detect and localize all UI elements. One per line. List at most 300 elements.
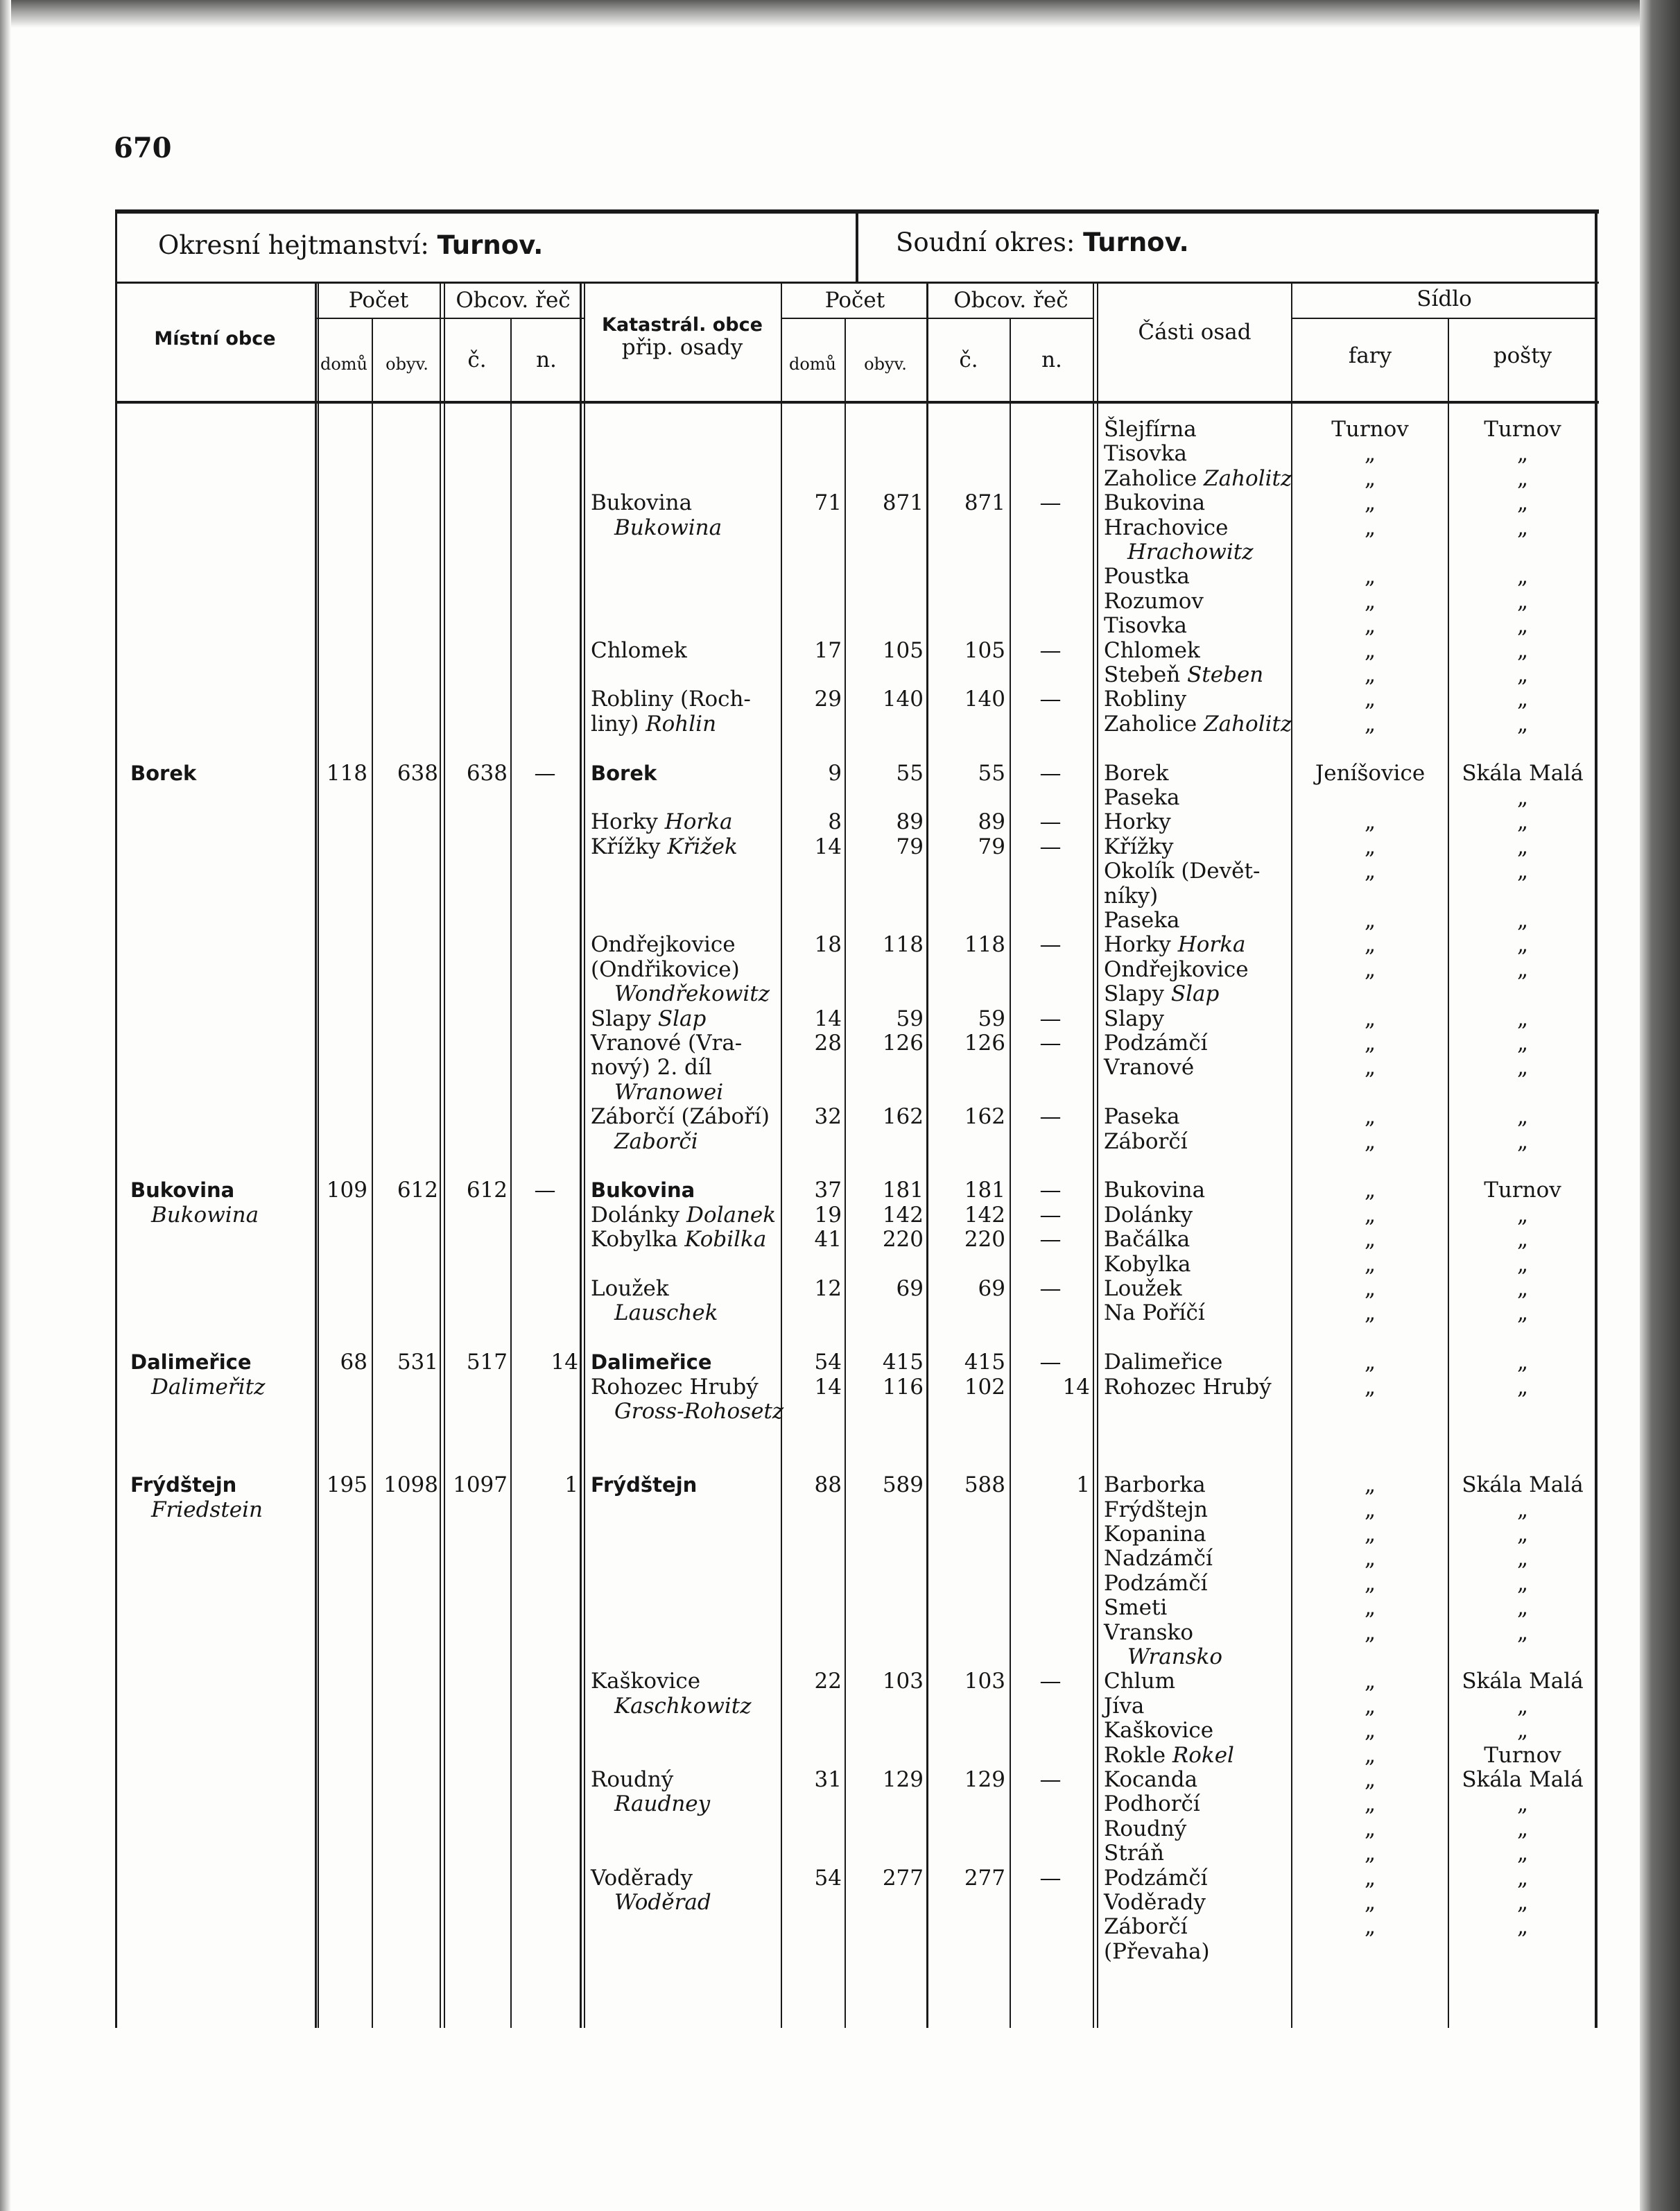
cadastral-name	[591, 1375, 759, 1399]
cadastral-name-text: Ondřejkovice	[591, 932, 736, 957]
settlement-part	[1104, 933, 1245, 956]
seat-post: „	[1516, 1522, 1529, 1547]
cadastral-czech: 129	[964, 1767, 1005, 1792]
seat-parish: „	[1364, 1669, 1376, 1694]
cadastral-german-speakers: 14	[1062, 1375, 1090, 1400]
settlement-part-text: Stráň	[1104, 1841, 1164, 1866]
seat-post: „	[1516, 1276, 1529, 1301]
settlement-part-german: Horka	[1177, 932, 1246, 957]
seat-parish: „	[1364, 1694, 1376, 1719]
cadastral-houses: 32	[814, 1104, 842, 1129]
seat-post: „	[1516, 1300, 1529, 1325]
seat-post: Turnov	[1484, 1743, 1561, 1768]
seat-post: „	[1516, 1375, 1529, 1400]
settlement-part-text: Roudný	[1104, 1816, 1187, 1841]
hdr-sub-rule-left	[316, 318, 584, 319]
settlement-part	[1104, 1940, 1210, 1963]
settlement-part	[1127, 1645, 1222, 1669]
settlement-part	[1127, 540, 1254, 564]
cadastral-name-text: Chlomek	[591, 638, 687, 663]
settlement-part	[1104, 835, 1174, 859]
cadastral-name-german: Slap	[657, 1006, 707, 1031]
cadastral-inhabitants: 181	[882, 1178, 924, 1203]
cadastral-name	[614, 1301, 718, 1325]
cadastral-name	[591, 1228, 766, 1251]
seat-post: „	[1516, 564, 1529, 589]
seat-post: „	[1516, 1129, 1529, 1154]
cadastral-name-text: Dolánky	[591, 1203, 680, 1228]
hdr-lang-right: Obcov. řeč	[953, 288, 1068, 313]
cadastral-name-text: Slapy	[591, 1006, 651, 1031]
seat-post: „	[1516, 1104, 1529, 1129]
settlement-part-text: Chlomek	[1104, 638, 1200, 663]
municipality-czech: 1097	[453, 1472, 508, 1497]
cadastral-inhabitants: 103	[882, 1669, 924, 1694]
seat-parish: „	[1364, 1791, 1376, 1816]
settlement-part-text: Vranové	[1104, 1055, 1195, 1080]
cadastral-czech: 103	[964, 1669, 1005, 1694]
cadastral-german-speakers: —	[1039, 1767, 1062, 1792]
settlement-part-text: Smeti	[1104, 1595, 1168, 1620]
settlement-part	[1104, 442, 1187, 465]
seat-post: „	[1516, 1252, 1529, 1277]
hdr-cadastral-1: Katastrál. obce	[602, 314, 763, 336]
cadastral-inhabitants: 126	[882, 1031, 924, 1056]
cadastral-inhabitants: 129	[882, 1767, 924, 1792]
seat-parish: „	[1364, 1472, 1376, 1497]
cadastral-name	[591, 1203, 776, 1227]
seat-parish: „	[1364, 564, 1376, 589]
cadastral-name-german: Kaschkowitz	[614, 1694, 752, 1719]
settlement-part	[1104, 884, 1158, 908]
cadastral-german-speakers: 1	[1076, 1472, 1090, 1497]
seat-parish: „	[1364, 859, 1376, 884]
settlement-part-text: Rozumov	[1104, 589, 1204, 614]
seat-post: „	[1516, 1546, 1529, 1571]
cadastral-name	[614, 1792, 710, 1816]
cadastral-german-speakers: —	[1039, 1031, 1062, 1056]
cadastral-czech: 162	[964, 1104, 1005, 1129]
cadastral-name-german: Dolanek	[686, 1203, 777, 1228]
settlement-part-text: Ondřejkovice	[1104, 957, 1249, 982]
cadastral-german-speakers: —	[1039, 1350, 1062, 1375]
settlement-part	[1104, 1621, 1193, 1644]
settlement-part-text: Zaholice	[1104, 712, 1197, 737]
cadastral-name	[614, 1891, 711, 1914]
settlement-part-text: Dalimeřice	[1104, 1350, 1223, 1375]
hdr-count-right: Počet	[824, 288, 885, 313]
cadastral-inhabitants: 118	[882, 932, 924, 957]
seat-parish: „	[1364, 1767, 1376, 1792]
cadastral-name	[614, 1081, 723, 1104]
seat-parish: „	[1364, 1276, 1376, 1301]
settlement-part-text: Podzámčí	[1104, 1571, 1208, 1596]
cadastral-german-speakers: —	[1039, 638, 1062, 663]
municipality-german: Bukowina	[151, 1203, 259, 1228]
seat-post: Turnov	[1484, 1178, 1561, 1203]
scan-shadow-right	[1640, 0, 1680, 2211]
settlement-part-text: Kocanda	[1104, 1767, 1198, 1792]
settlement-part	[1104, 491, 1205, 515]
cadastral-name	[591, 1056, 712, 1079]
cadastral-name-text: Dalimeřice	[591, 1350, 712, 1374]
settlement-part-text: Podzámčí	[1104, 1866, 1208, 1891]
settlement-part	[1104, 663, 1263, 687]
cadastral-houses: 31	[814, 1767, 842, 1792]
settlement-part	[1104, 1253, 1191, 1276]
cadastral-inhabitants: 59	[896, 1006, 924, 1031]
hdr-parts: Části osad	[1138, 320, 1252, 345]
cadastral-czech: 871	[964, 490, 1005, 515]
seat-parish: „	[1364, 1300, 1376, 1325]
cadastral-name	[591, 1473, 697, 1497]
settlement-part-text: Kaškovice	[1104, 1718, 1214, 1743]
cadastral-german-speakers: —	[1039, 1178, 1062, 1203]
cadastral-name	[591, 958, 740, 981]
settlement-part-text: Vransko	[1104, 1620, 1194, 1645]
seat-post: „	[1516, 466, 1529, 491]
hdr-de-left: n.	[536, 347, 557, 372]
settlement-part-text: Loužek	[1104, 1276, 1182, 1301]
cadastral-name	[591, 1007, 706, 1031]
municipality-czech: 638	[466, 761, 508, 786]
seat-post: „	[1516, 1006, 1529, 1031]
seat-parish: „	[1364, 589, 1376, 614]
cadastral-houses: 71	[814, 490, 842, 515]
hdr-municipality: Místní obce	[154, 328, 276, 350]
settlement-part	[1104, 1105, 1179, 1128]
settlement-part	[1104, 958, 1249, 981]
cadastral-inhabitants: 79	[896, 834, 924, 859]
cadastral-czech: 69	[978, 1276, 1005, 1301]
settlement-part	[1104, 1891, 1206, 1914]
cadastral-inhabitants: 589	[882, 1472, 924, 1497]
seat-parish: „	[1364, 908, 1376, 933]
cadastral-inhabitants: 69	[896, 1276, 924, 1301]
seat-post: „	[1516, 1791, 1529, 1816]
cadastral-inhabitants: 142	[882, 1203, 924, 1228]
scan-shadow-top	[0, 0, 1680, 28]
settlement-part	[1104, 1596, 1167, 1619]
seat-post: „	[1516, 932, 1529, 957]
cadastral-houses: 29	[814, 687, 842, 712]
settlement-part-text: níky)	[1104, 884, 1159, 909]
cadastral-german-speakers: —	[1039, 490, 1062, 515]
cadastral-czech: 277	[964, 1866, 1005, 1891]
cadastral-name-german: Křižek	[667, 834, 738, 859]
settlement-part-text: Chlum	[1104, 1669, 1175, 1694]
settlement-part	[1104, 1178, 1205, 1202]
cadastral-german-speakers: —	[1039, 932, 1062, 957]
settlement-part-text: (Převaha)	[1104, 1939, 1210, 1964]
seat-post: „	[1516, 687, 1529, 712]
seat-parish: „	[1364, 1203, 1376, 1228]
seat-post: „	[1516, 515, 1529, 540]
cadastral-houses: 54	[814, 1866, 842, 1891]
cadastral-czech: 89	[978, 809, 1005, 834]
settlement-part	[1104, 1841, 1164, 1865]
hdr-count-left: Počet	[348, 288, 409, 313]
cadastral-german-speakers: —	[1039, 809, 1062, 834]
cadastral-name	[591, 1031, 742, 1055]
cadastral-german-speakers: —	[1039, 1203, 1062, 1228]
court-title: Soudní okres: Turnov.	[896, 227, 1189, 257]
settlement-part-text: Podzámčí	[1104, 1031, 1208, 1056]
seat-parish: „	[1364, 1129, 1376, 1154]
cadastral-czech: 118	[964, 932, 1005, 957]
settlement-part	[1104, 1031, 1208, 1055]
municipality-name: Borek	[130, 762, 197, 785]
cadastral-houses: 54	[814, 1350, 842, 1375]
cadastral-czech: 588	[964, 1472, 1005, 1497]
settlement-part	[1104, 639, 1200, 662]
settlement-part	[1104, 1694, 1144, 1718]
cadastral-name-text: Loužek	[591, 1276, 669, 1301]
seat-parish: „	[1364, 1104, 1376, 1129]
hdr-seat: Sídlo	[1417, 286, 1472, 311]
settlement-part-text: Tisovka	[1104, 613, 1187, 638]
cadastral-czech: 140	[964, 687, 1005, 712]
seat-post: Skála Malá	[1462, 1472, 1584, 1497]
settlement-part	[1104, 1375, 1272, 1399]
settlement-part-text: Slapy	[1104, 1006, 1164, 1031]
cadastral-name-text: Záborčí (Záboří)	[591, 1104, 770, 1129]
seat-parish: „	[1364, 662, 1376, 687]
cadastral-name-text: (Ondřikovice)	[591, 957, 740, 982]
cadastral-name-german: Bukowina	[614, 515, 722, 540]
cadastral-name	[614, 1694, 752, 1718]
seat-post: „	[1516, 1914, 1529, 1939]
settlement-part-german: Zaholitz	[1204, 712, 1292, 737]
settlement-part-text: Voděrady	[1104, 1890, 1206, 1915]
settlement-part-text: Okolík (Devět-	[1104, 859, 1261, 884]
settlement-part	[1104, 614, 1187, 637]
settlement-part-german: Hrachowitz	[1127, 540, 1254, 565]
settlement-part-text: Paseka	[1104, 1104, 1180, 1129]
municipality-german: Dalimeřitz	[151, 1375, 266, 1400]
seat-parish: „	[1364, 466, 1376, 491]
cadastral-houses: 22	[814, 1669, 842, 1694]
cadastral-houses: 8	[828, 809, 842, 834]
seat-post: „	[1516, 662, 1529, 687]
seat-post: Skála Malá	[1462, 761, 1584, 786]
seat-parish: „	[1364, 1227, 1376, 1252]
cadastral-name	[591, 1350, 712, 1374]
hdr-sub-rule-seat	[1292, 318, 1596, 319]
seat-parish: „	[1364, 1350, 1376, 1375]
seat-post: „	[1516, 1497, 1529, 1522]
settlement-part-text: Bačálka	[1104, 1227, 1190, 1252]
municipality-german-speakers: —	[534, 1178, 556, 1203]
seat-parish: „	[1364, 1178, 1376, 1203]
settlement-part-text: Záborčí	[1104, 1914, 1188, 1939]
settlement-part-text: Horky	[1104, 932, 1171, 957]
seat-post: „	[1516, 1203, 1529, 1228]
seat-post: „	[1516, 908, 1529, 933]
municipality-german-speakers: —	[534, 761, 556, 786]
cadastral-name-text: Robliny (Roch-	[591, 687, 751, 712]
cadastral-name	[591, 1277, 669, 1300]
settlement-part	[1104, 1007, 1164, 1031]
seat-parish: „	[1364, 1031, 1376, 1056]
cadastral-name-german: Kobilka	[684, 1227, 767, 1252]
seat-parish: „	[1364, 687, 1376, 712]
cadastral-houses: 41	[814, 1227, 842, 1252]
settlement-part	[1104, 1866, 1208, 1890]
settlement-part	[1104, 1203, 1193, 1227]
settlement-part	[1104, 590, 1204, 613]
settlement-part-text: Kopanina	[1104, 1522, 1206, 1547]
seat-post: „	[1516, 1031, 1529, 1056]
seat-parish: „	[1364, 1055, 1376, 1080]
settlement-part	[1104, 1350, 1222, 1374]
seat-post: „	[1516, 613, 1529, 638]
settlement-part-text: Frýdštejn	[1104, 1497, 1208, 1522]
cadastral-name-german: Woděrad	[614, 1890, 711, 1915]
settlement-part	[1104, 982, 1219, 1006]
seat-post: „	[1516, 1227, 1529, 1252]
cadastral-inhabitants: 277	[882, 1866, 924, 1891]
municipality-inhabitants: 531	[397, 1350, 438, 1375]
seat-post: „	[1516, 1620, 1529, 1645]
cadastral-name-text: Voděrady	[591, 1866, 693, 1891]
cadastral-houses: 28	[814, 1031, 842, 1056]
cadastral-name-text: nový) 2. díl	[591, 1055, 712, 1080]
cadastral-name	[614, 516, 722, 540]
cadastral-name-text: liny)	[591, 712, 639, 737]
cadastral-name	[591, 1768, 673, 1791]
settlement-part	[1104, 1522, 1206, 1546]
cadastral-name	[614, 1130, 698, 1153]
hdr-sub-rule-right	[782, 318, 1094, 319]
cadastral-name	[591, 687, 751, 711]
statistical-table	[115, 209, 1599, 2028]
cadastral-czech: 105	[964, 638, 1005, 663]
seat-post: „	[1516, 1694, 1529, 1719]
settlement-part	[1104, 909, 1179, 932]
seat-parish: „	[1364, 1546, 1376, 1571]
cadastral-name	[591, 1866, 693, 1890]
settlement-part-german: Slap	[1170, 981, 1220, 1006]
hdr-cz-right: č.	[959, 347, 978, 372]
settlement-part-text: Nadzámčí	[1104, 1546, 1213, 1571]
cadastral-houses: 37	[814, 1178, 842, 1203]
hdr-inh-right: obyv.	[864, 354, 907, 374]
settlement-part-text: Podhorčí	[1104, 1791, 1200, 1816]
settlement-part	[1104, 810, 1171, 834]
settlement-part	[1104, 1669, 1175, 1693]
seat-post: „	[1516, 1055, 1529, 1080]
municipality-name: Bukovina	[130, 1178, 235, 1202]
settlement-part	[1104, 1473, 1206, 1497]
cadastral-name-german: Raudney	[614, 1791, 711, 1816]
settlement-part	[1104, 565, 1190, 588]
settlement-part-text: Robliny	[1104, 687, 1187, 712]
cadastral-german-speakers: —	[1039, 1866, 1062, 1891]
table-body	[115, 418, 1599, 2020]
cadastral-name	[591, 1178, 695, 1202]
cadastral-inhabitants: 220	[882, 1227, 924, 1252]
seat-post: Skála Malá	[1462, 1767, 1584, 1792]
seat-parish: „	[1364, 809, 1376, 834]
settlement-part-german: Wransko	[1127, 1644, 1223, 1669]
cadastral-german-speakers: —	[1039, 1669, 1062, 1694]
cadastral-czech: 59	[978, 1006, 1005, 1031]
cadastral-name-text: Bukovina	[591, 1178, 695, 1202]
settlement-part-text: Tisovka	[1104, 441, 1187, 466]
municipality-inhabitants: 612	[397, 1178, 438, 1203]
settlement-part-text: Stebeň	[1104, 662, 1181, 687]
settlement-part-text: Bukovina	[1104, 490, 1206, 515]
municipality-name: Dalimeřice	[130, 1350, 252, 1374]
settlement-part	[1104, 1817, 1186, 1841]
cadastral-name-text: Kobylka	[591, 1227, 678, 1252]
cadastral-czech: 102	[964, 1375, 1005, 1400]
settlement-part-text: Rohozec Hrubý	[1104, 1375, 1272, 1400]
seat-parish: „	[1364, 1718, 1376, 1743]
cadastral-inhabitants: 871	[882, 490, 924, 515]
seat-post: Turnov	[1484, 417, 1561, 442]
settlement-part	[1104, 1768, 1197, 1791]
cadastral-name-german: Lauschek	[614, 1300, 718, 1325]
settlement-part-text: Hrachovice	[1104, 515, 1229, 540]
cadastral-name-german: Horka	[664, 809, 733, 834]
seat-parish: „	[1364, 932, 1376, 957]
hdr-houses-left: domů	[320, 354, 368, 374]
municipality-german-speakers: 1	[564, 1472, 578, 1497]
settlement-part	[1104, 1915, 1188, 1938]
seat-parish: „	[1364, 1252, 1376, 1277]
hdr-houses-right: domů	[788, 354, 837, 374]
seat-post: „	[1516, 589, 1529, 614]
cadastral-inhabitants: 89	[896, 809, 924, 834]
seat-post: „	[1516, 441, 1529, 466]
title-divider	[856, 214, 858, 282]
seat-post: „	[1516, 1890, 1529, 1915]
cadastral-name-text: Vranové (Vra-	[591, 1031, 743, 1056]
cadastral-name-text: Borek	[591, 762, 657, 785]
cadastral-name-text: Křížky	[591, 834, 661, 859]
hdr-parish: fary	[1348, 343, 1392, 368]
settlement-part-text: Křížky	[1104, 834, 1174, 859]
settlement-part-text: Borek	[1104, 761, 1169, 786]
seat-post: „	[1516, 1595, 1529, 1620]
settlement-part-text: Paseka	[1104, 908, 1180, 933]
cadastral-czech: 55	[978, 761, 1005, 786]
seat-parish: „	[1364, 490, 1376, 515]
seat-parish: „	[1364, 1841, 1376, 1866]
cadastral-name-text: Bukovina	[591, 490, 693, 515]
cadastral-czech: 79	[978, 834, 1005, 859]
municipality-german: Friedstein	[151, 1497, 263, 1522]
seat-parish: „	[1364, 1375, 1376, 1400]
seat-parish: „	[1364, 638, 1376, 663]
settlement-part	[1104, 1130, 1188, 1153]
settlement-part	[1104, 1277, 1182, 1300]
seat-post: „	[1516, 1718, 1529, 1743]
settlement-part-german: Rokel	[1172, 1743, 1234, 1768]
hdr-post: pošty	[1493, 343, 1552, 368]
cadastral-german-speakers: —	[1039, 1227, 1062, 1252]
settlement-part-text: Poustka	[1104, 564, 1190, 589]
municipality-german-speakers: 14	[551, 1350, 578, 1375]
settlement-part	[1104, 786, 1179, 809]
seat-parish: Jeníšovice	[1315, 761, 1426, 786]
municipality-houses: 195	[326, 1472, 367, 1497]
hdr-lang-left: Obcov. řeč	[456, 288, 571, 313]
cadastral-houses: 18	[814, 932, 842, 957]
settlement-part	[1104, 1744, 1234, 1767]
